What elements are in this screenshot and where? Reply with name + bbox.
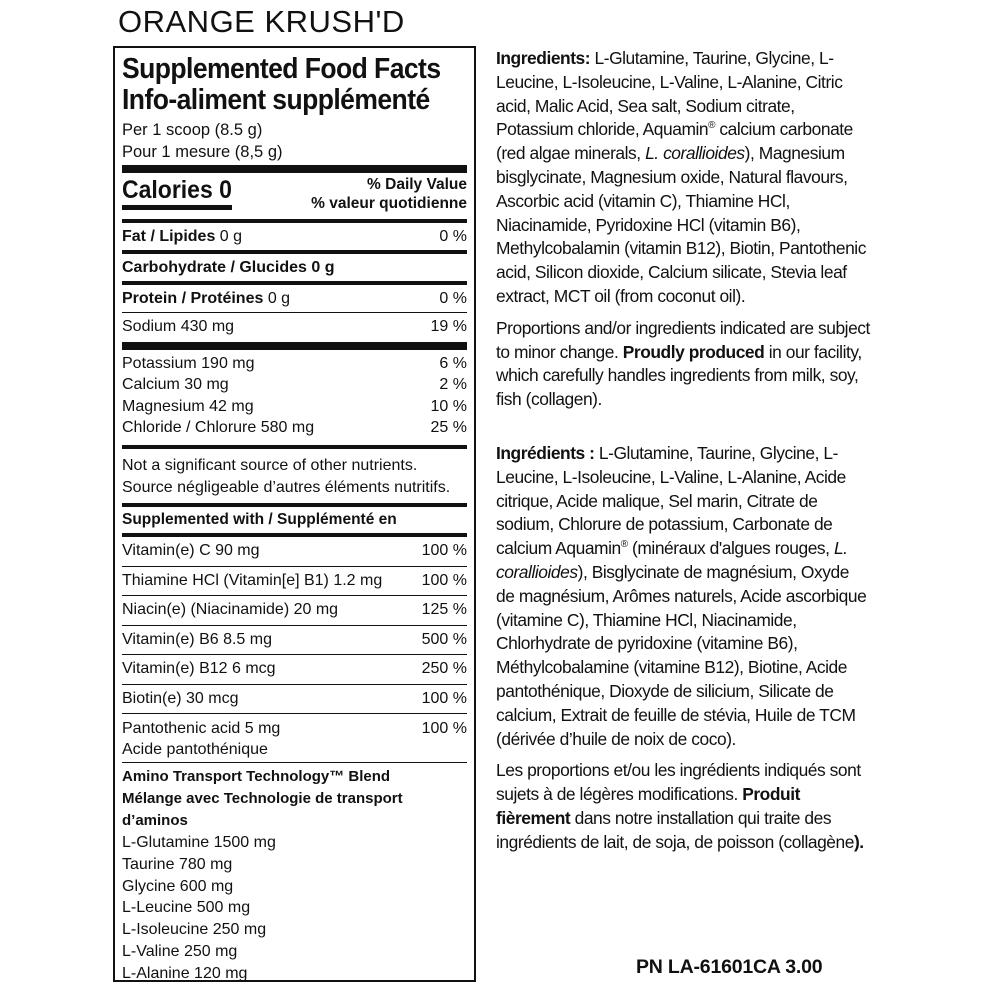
blend-item: L-Valine 250 mg	[122, 942, 238, 960]
carb-row	[122, 254, 467, 281]
ingredients-en-label: Ingredients:	[496, 48, 591, 68]
pantothenic-label-en: Pantothenic acid 5 mg	[122, 720, 281, 737]
blend-title-fr: Mélange avec Technologie de transport	[122, 790, 403, 807]
fat-amount: 0 g	[219, 227, 243, 245]
chloride-label: Chloride / Chlorure 580 mg	[122, 419, 315, 437]
vitamin-label: Niacin(e) (Niacinamide) 20 mg	[122, 601, 339, 619]
calories-underline	[122, 205, 232, 210]
blend-title-fr-2: d’aminos	[122, 812, 188, 829]
ingredients-fr-text: L-Glutamine, Taurine, Glycine, L-Leucine, L-Isoleucine, L-Valine, L-Alanine, Acide citrique, Acide malique, Sel marin, Citrate de sodium, Chlorure de potassium, Carbonate de calcium Aquamin	[496, 442, 846, 559]
registered-mark: ®	[708, 120, 716, 132]
daily-value-fr: % valeur quotidienne	[311, 195, 467, 212]
ingredients-en	[496, 47, 871, 309]
supplemented-heading: Supplemented with / Supplémenté en	[122, 511, 397, 528]
nutrition-facts-panel	[113, 46, 476, 982]
blend-item: Taurine 780 mg	[122, 855, 233, 873]
carb-label: Carbohydrate / Glucides 0 g	[122, 258, 335, 276]
divider-thick	[122, 165, 467, 173]
species-name: L. corallioides	[496, 538, 848, 582]
blend-list	[122, 832, 467, 985]
species-name: L. corallioides	[645, 143, 745, 164]
notice-fr	[496, 759, 871, 854]
vitamin-row	[122, 685, 467, 714]
vitamin-row	[122, 537, 467, 566]
calcium-label: Calcium 30 mg	[122, 376, 229, 394]
serving-size-en: Per 1 scoop (8.5 g)	[122, 121, 263, 139]
vitamin-dv: 500 %	[421, 630, 467, 648]
notice-fr-text: dans notre installation qui traite des ingrédients de lait, de soja, de poisson (collagène	[496, 807, 854, 852]
pantothenic-row	[122, 714, 467, 760]
protein-label: Protein / Protéines	[122, 289, 264, 307]
vitamin-label: Vitamin(e) B6 8.5 mg	[122, 630, 272, 648]
vitamin-dv: 250 %	[421, 660, 467, 678]
vitamin-label: Vitamin(e) B12 6 mcg	[122, 660, 276, 678]
protein-row	[122, 285, 467, 312]
potassium-label: Potassium 190 mg	[122, 354, 255, 372]
vitamin-row	[122, 596, 467, 625]
sodium-label: Sodium 430 mg	[122, 317, 235, 335]
chloride-dv: 25 %	[430, 419, 467, 437]
fat-dv: 0 %	[439, 227, 467, 245]
sodium-row	[122, 313, 467, 340]
ingredients-en-text: ), Magnesium bisglycinate, Magnesium oxide, Natural flavours, Ascorbic acid (vitamin C), Thiamine HCl, Niacinamide, Pyridoxine HCl (vitamin B6), Methylcobalamin (vitamin B12), Biotin, Pantothenic acid, Silicon dioxide, Calcium silicate, Stevia leaf extract, MCT oil (from coconut oil).	[496, 143, 866, 306]
calories-row	[122, 173, 467, 219]
blend-item: Glycine 600 mg	[122, 877, 234, 895]
magnesium-label: Magnesium 42 mg	[122, 397, 254, 415]
pantothenic-label-fr: Acide pantothénique	[122, 741, 268, 758]
mineral-row	[122, 353, 467, 375]
notice-fr-bold: Produit fièrement	[496, 784, 800, 828]
notice-fr-text: Les proportions et/ou les ingrédients indiqués sont sujets à de légères modifications.	[496, 760, 861, 805]
not-significant-note	[122, 449, 467, 503]
blend-item: L-Alanine 120 mg	[122, 964, 248, 982]
blend-title-en: Amino Transport Technology™ Blend	[122, 768, 391, 785]
ingredients-fr-text: ), Bisglycinate de magnésium, Oxyde de magnésium, Arômes naturels, Acide ascorbique (vitamine C), Thiamine HCl, Niacinamide, Chlorhydrate de pyridoxine (vitamine B6), Méthylcobalamine (vitamine B12), Biotine, Acide pantothénique, Dioxyde de silicium, Silicate de calcium, Extrait de feuille de stévia, Huile de TCM (dérivée d’huile de noix de coco).	[496, 561, 867, 749]
blend-item: L-Isoleucine 250 mg	[122, 921, 267, 939]
vitamin-label: Vitamin(e) C 90 mg	[122, 542, 260, 560]
blend-item: L-Glutamine 1500 mg	[122, 834, 276, 851]
vitamin-dv: 125 %	[421, 601, 467, 619]
magnesium-dv: 10 %	[430, 397, 467, 415]
sodium-dv: 19 %	[430, 317, 467, 335]
serving-size-fr: Pour 1 mesure (8,5 g)	[122, 143, 283, 161]
ingredients-fr	[496, 442, 871, 751]
pantothenic-dv: 100 %	[421, 720, 467, 737]
vitamin-dv: 100 %	[421, 571, 467, 589]
vitamin-dv: 100 %	[421, 542, 467, 560]
ingredients-column	[496, 47, 871, 855]
vitamin-label: Biotin(e) 30 mcg	[122, 689, 239, 707]
mineral-row	[122, 375, 467, 397]
mineral-row	[122, 418, 467, 440]
protein-dv: 0 %	[439, 289, 467, 307]
not-significant-fr: Source négligeable d’autres éléments nutritifs.	[122, 479, 451, 496]
notice-en-text: in our facility, which carefully handles ingredients from milk, soy, fish (collagen).	[496, 341, 862, 410]
notice-en-bold: Proudly produced	[622, 341, 765, 362]
divider-thick	[122, 342, 467, 350]
calcium-dv: 2 %	[439, 376, 467, 394]
blend-item: L-Leucine 500 mg	[122, 899, 251, 917]
daily-value-header	[311, 175, 467, 213]
fat-label: Fat / Lipides	[122, 227, 216, 245]
facts-title-fr: Info-aliment supplémenté	[122, 84, 430, 116]
notice-en	[496, 317, 871, 412]
part-number: PN LA-61601CA 3.00	[636, 956, 823, 978]
facts-title-en: Supplemented Food Facts	[122, 53, 441, 85]
ingredients-en-text: calcium carbonate (red algae minerals,	[496, 119, 853, 164]
ingredients-fr-label: Ingrédients :	[496, 442, 595, 463]
fat-row	[122, 223, 467, 250]
calories-label: Calories 0	[122, 176, 232, 204]
protein-amount: 0 g	[267, 289, 291, 307]
vitamin-row	[122, 655, 467, 684]
potassium-dv: 6 %	[439, 354, 467, 372]
notice-en-text: Proportions and/or ingredients indicated are subject to minor change.	[496, 317, 870, 362]
vitamin-row	[122, 626, 467, 655]
registered-mark: ®	[620, 539, 628, 551]
ingredients-en-text: L-Glutamine, Taurine, Glycine, L-Leucine, L-Isoleucine, L-Valine, L-Alanine, Citric acid, Malic Acid, Sea salt, Sodium citrate, Potassium chloride, Aquamin	[496, 48, 843, 140]
not-significant-en: Not a significant source of other nutrients.	[122, 457, 418, 474]
notice-fr-end: ).	[853, 831, 864, 852]
daily-value-en: % Daily Value	[367, 176, 467, 193]
blend-title	[122, 763, 467, 832]
mineral-row	[122, 396, 467, 418]
vitamin-dv: 100 %	[421, 689, 467, 707]
ingredients-fr-text: (minéraux d'algues rouges,	[627, 538, 834, 559]
vitamin-label: Thiamine HCl (Vitamin[e] B1) 1.2 mg	[122, 571, 383, 589]
flavor-name: ORANGE KRUSH'D	[118, 4, 405, 39]
vitamin-row	[122, 567, 467, 596]
